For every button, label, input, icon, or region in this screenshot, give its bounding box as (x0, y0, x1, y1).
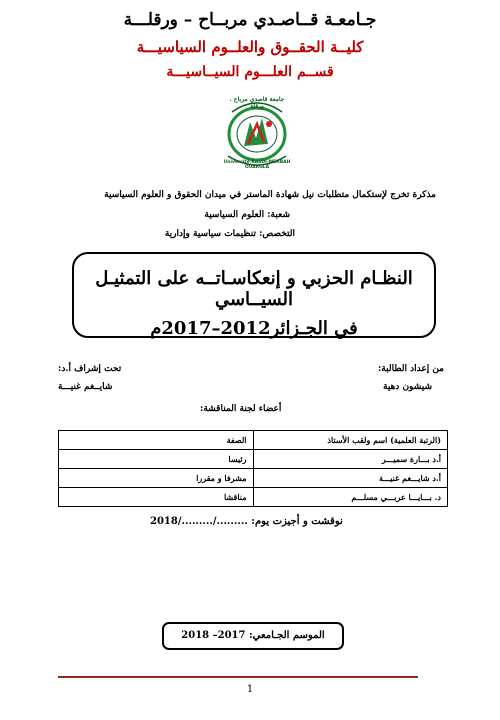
faculty-name: كليــة الحقــوق والعلــوم السياسيـــة (136, 38, 364, 56)
specialty-text: التخصص: تنظيمات سياسية وإدارية (164, 229, 295, 239)
approval-date: نوقشت و أجيزت يوم: ........./........./2018 (150, 516, 343, 527)
page-number: 1 (246, 684, 254, 695)
header-role: الصفة (59, 431, 254, 450)
footer-divider (58, 676, 418, 678)
table-row (59, 488, 448, 507)
university-name: جـامعـة قــاصـدي مربــاح – ورقلـــة (123, 10, 377, 30)
supervisor-label: تحت إشراف أ.د: (58, 364, 122, 374)
member-role: رئيسا (59, 450, 254, 469)
thesis-title-line1: النظـام الحزبي و إنعكاسـاتــه على التمثيـل السيــاسي (95, 268, 413, 310)
table-row (59, 469, 448, 488)
department-name: قســم العلـــوم السيــاسيـــة (166, 64, 334, 80)
committee-label: أعضاء لجنة المناقشة: (200, 404, 282, 414)
header-name-rank: (الرتبة العلمية) اسم ولقب الأستاذ (253, 431, 448, 450)
member-role: مشرفا و مقررا (59, 469, 254, 488)
member-name: د. بـــايـــا عربـــي مسلـــم (253, 488, 448, 507)
thesis-title-line2: في الجـزائر2012–2017م (150, 318, 358, 339)
thesis-description: مذكرة تخرج لإستكمال متطلبات نيل شهادة الماستر في ميدان الحقوق و العلوم السياسية (104, 190, 436, 200)
student-label: من إعداد الطالبة: (377, 364, 444, 374)
table-row (59, 450, 448, 469)
university-logo (214, 94, 300, 172)
supervisor-name: شايــغم غنيـــة (58, 382, 113, 392)
academic-year-box: الموسم الجـامعي: 2017– 2018 (162, 622, 344, 650)
logo-arabic-text: جامعة قاصدي مرباح . ورقلة (229, 96, 285, 110)
logo-french-text: Université KASDI-MERBAH OUARGLA (223, 160, 291, 170)
member-name: أ.د شايـــغم غنيـــة (253, 469, 448, 488)
member-role: مناقشا (59, 488, 254, 507)
branch-text: شعبة: العلوم السياسية (204, 210, 290, 220)
student-name: شيشون دهية (383, 382, 432, 392)
thesis-title-box (72, 252, 436, 338)
committee-table (58, 430, 448, 507)
table-header-row (59, 431, 448, 450)
member-name: أ.د بـــارة سميـــر (253, 450, 448, 469)
